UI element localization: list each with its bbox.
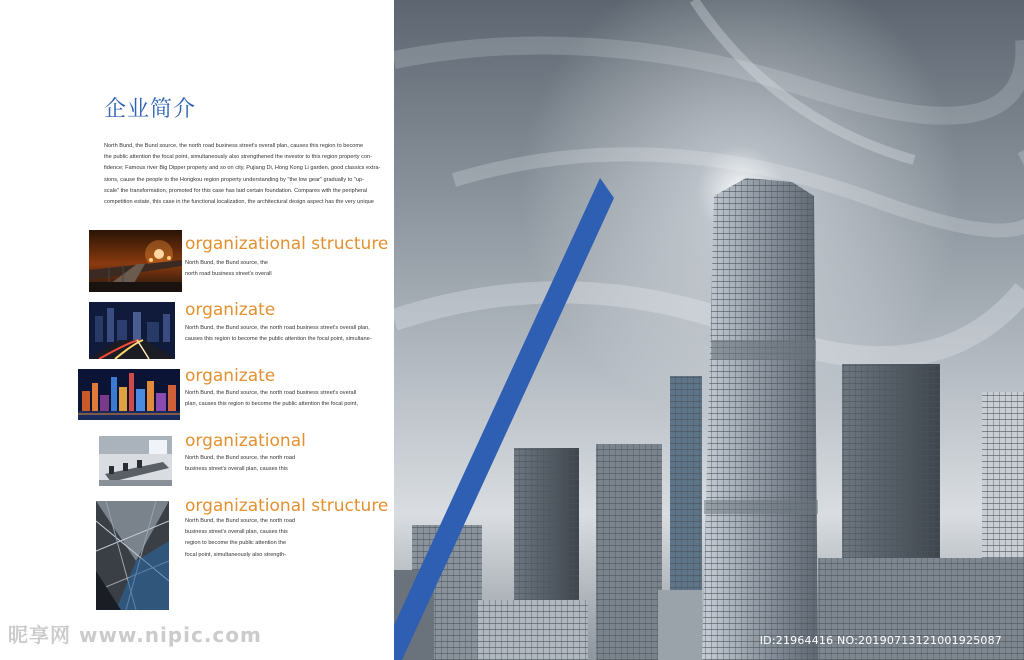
- skyline-night-photo: [78, 369, 180, 420]
- skyscraper-skyline-photo: [394, 0, 1024, 660]
- intro-line: fidence; Famous river Big Dipper property and so on city, Pujiang Di, Hong Kong Li garden, good classics extra-: [104, 165, 381, 172]
- section-title: organizational structure: [185, 234, 389, 254]
- bridge-night-photo: [89, 230, 182, 292]
- intro-line: scale" the transformation, promoted for this case has laid certain foundation. Compares with the peripheral: [104, 187, 368, 194]
- page-title: 企业简介: [104, 97, 197, 122]
- section-line: North Bund, the Bund source, the north road: [185, 518, 296, 524]
- section-line: North Bund, the Bund source, the: [185, 260, 269, 266]
- section-title: organizate: [185, 366, 276, 386]
- section-line: North Bund, the Bund source, the north road: [185, 455, 296, 461]
- section-line: business street's overall plan, causes this: [185, 466, 288, 473]
- section-title: organizate: [185, 300, 276, 320]
- photo-credit: ID:21964416 NO:20190713121001925087: [759, 634, 1002, 647]
- intro-line: sions, cause the people to the Hongkou region property understanding by "the low gear" gradually to "up-: [104, 176, 365, 183]
- intro-paragraph: [104, 141, 394, 208]
- section-line: North Bund, the Bund source, the north road business street's overall: [185, 390, 357, 396]
- section-line: North Bund, the Bund source, the north road business street's overall plan,: [185, 325, 370, 331]
- section-line: causes this region to become the public attention the focal point, simultane-: [185, 336, 372, 343]
- section-text: [185, 258, 272, 280]
- section-title: organizational structure: [185, 496, 389, 516]
- section-title: organizational: [185, 431, 306, 451]
- left-page: [0, 0, 394, 660]
- section-line: region to become the public attention the: [185, 540, 287, 547]
- glass-building-photo: [96, 501, 169, 610]
- intro-line: the public attention the focal point, simultaneously also strengthened the investor to this region property con-: [104, 154, 373, 161]
- section-text: [185, 388, 358, 410]
- intro-line: competition estate, this case in the functional localization, the architectural design aspect has the very unique: [104, 199, 374, 206]
- watermark: 昵享网 www.nipic.com: [8, 623, 262, 647]
- section-text: [185, 453, 295, 475]
- meeting-room-photo: [99, 436, 172, 486]
- city-traffic-night-photo: [89, 302, 175, 359]
- section-line: focal point, simultaneously also strength-: [185, 551, 287, 558]
- intro-line: North Bund, the Bund source, the north road business street's overall plan, causes this region to become: [104, 143, 364, 149]
- section-line: business street's overall plan, causes this: [185, 529, 288, 536]
- section-text: [185, 323, 372, 345]
- section-text: [185, 516, 295, 561]
- section-line: north road business street's overall: [185, 271, 272, 278]
- section-line: plan, causes this region to become the public attention the focal point,: [185, 401, 358, 408]
